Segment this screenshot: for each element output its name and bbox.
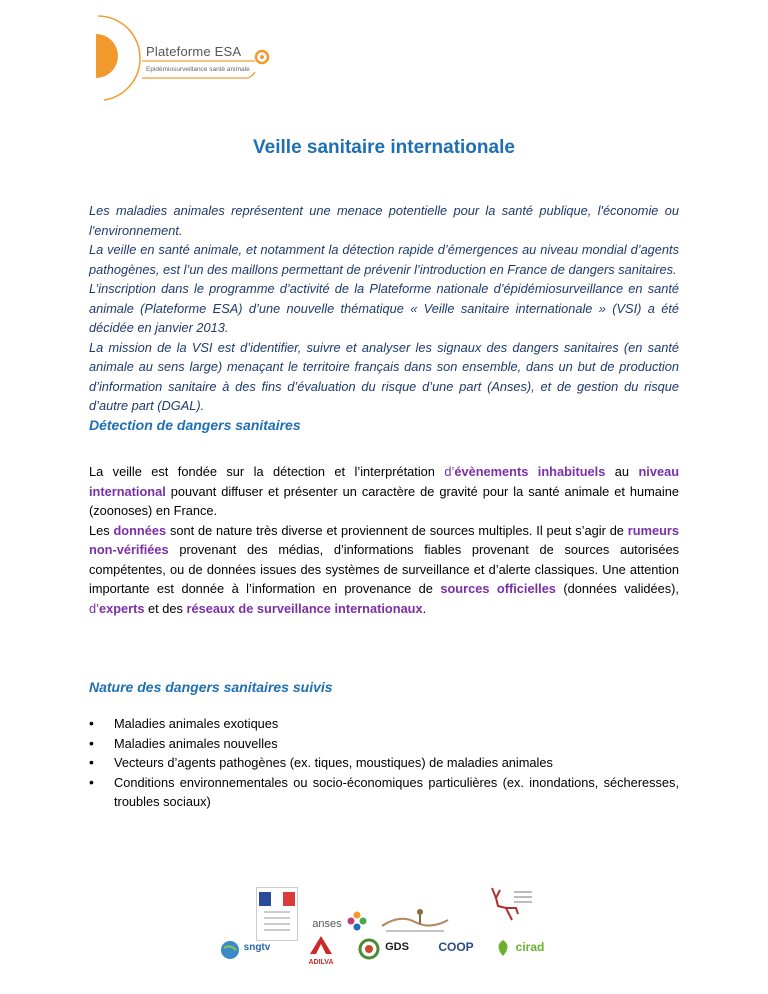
text-run: au <box>605 464 639 479</box>
intro-paragraph-3: L’inscription dans le programme d’activité de la Plateforme nationale d’épidémiosurveillance en santé animale (Plateforme ESA) d’une nouvelle thématique « Veille sanitaire internationale » (VSI) a été décidée en janvier 2013. <box>89 281 679 335</box>
text-run: . <box>422 600 427 616</box>
text-run: La veille est fondée sur la détection et l’interprétation <box>89 464 445 479</box>
text-run: (données validées), <box>555 581 679 596</box>
dangers-list <box>89 714 679 812</box>
text-run: d’ <box>444 464 455 479</box>
highlight-reseaux: réseaux de surveillance internationaux <box>186 600 423 616</box>
highlight-experts: experts <box>98 600 145 616</box>
logo-title: Plateforme ESA <box>146 44 242 59</box>
sngtv-globe-icon <box>220 940 240 960</box>
highlight-niveau-international: niveau international <box>89 464 680 499</box>
section-heading-nature: Nature des dangers sanitaires suivis <box>89 679 333 695</box>
cirad-logo: cirad <box>515 940 545 954</box>
list-item: • Maladies animales exotiques <box>89 714 679 734</box>
intro-paragraph-2: La veille en santé animale, et notamment la détection rapide d’émergences au niveau mondial d’agents pathogènes, est l’un des maillons permettant de prévenir l’introduction en France de dangers sanitaires. <box>89 242 679 277</box>
cirad-leaf-icon <box>494 938 512 958</box>
hunters-federation-logo-icon <box>380 904 450 934</box>
page-title: Veille sanitaire internationale <box>253 137 515 158</box>
section-detection-body <box>89 462 679 618</box>
gds-emblem-icon <box>358 938 380 960</box>
anses-flower-icon <box>346 910 368 932</box>
intro-paragraph-1: Les maladies animales représentent une menace potentielle pour la santé publique, l'économie ou l'environnement. <box>89 203 679 238</box>
list-item: • Maladies animales nouvelles <box>89 734 679 754</box>
highlight-sources-officielles: sources officielles <box>440 581 556 596</box>
adilva-logo: ADILVA <box>308 958 334 966</box>
deer-logo-icon <box>482 884 534 928</box>
ministry-logo-icon <box>256 887 298 941</box>
detection-paragraph-2 <box>89 521 679 619</box>
highlight-donnees: données <box>113 522 167 538</box>
text-run: Les <box>89 522 114 538</box>
highlight-rumeurs: rumeurs non-vérifiées <box>89 522 679 557</box>
text-run: sont de nature très diverse et proviennent de sources multiples. Il peut s’agir de <box>166 522 628 538</box>
adilva-emblem-icon <box>306 934 336 956</box>
intro-paragraph-4: La mission de la VSI est d’identifier, suivre et analyser les signaux des dangers sanitaires (en santé animale au sens large) menaçant le territoire français dans son ensemble, dans un but de production d’information sanitaire à des fins d’évaluation du risque d’une part (Anses), et de gestion du risque d’autre part (DGAL). <box>89 339 679 413</box>
detection-paragraph-1 <box>89 462 679 521</box>
section-heading-detection: Détection de dangers sanitaires <box>89 417 301 433</box>
anses-logo: anses <box>312 918 342 930</box>
plateforme-esa-logo <box>90 12 280 104</box>
highlight-evenements: évènements inhabituels <box>454 464 606 479</box>
gds-logo: GDS <box>385 941 409 953</box>
sngtv-logo: sngtv <box>243 941 271 953</box>
list-item: • Conditions environnementales ou socio-économiques particulières (ex. inondations, sécheresses, troubles sociaux) <box>89 773 679 812</box>
text-run: et des <box>144 600 187 616</box>
intro-text <box>89 201 679 416</box>
coop-logo: COOP <box>438 940 474 954</box>
list-item: • Vecteurs d’agents pathogènes (ex. tiques, moustiques) de maladies animales <box>89 753 679 773</box>
partner-logos <box>210 880 560 980</box>
text-run: provenant des médias, d’informations fiables provenant de sources autorisées compétentes, ou de données issues des systèmes de surveillance et d’alerte classiques. Une attention importante est donnée à l’information en provenance de <box>89 542 679 596</box>
text-run: d’ <box>89 600 99 616</box>
logo-subtitle: Epidémiosurveillance santé animale <box>146 66 250 73</box>
text-run: pouvant diffuser et présenter un caractère de gravité pour la santé animale et humaine (zoonoses) en France. <box>89 483 679 518</box>
